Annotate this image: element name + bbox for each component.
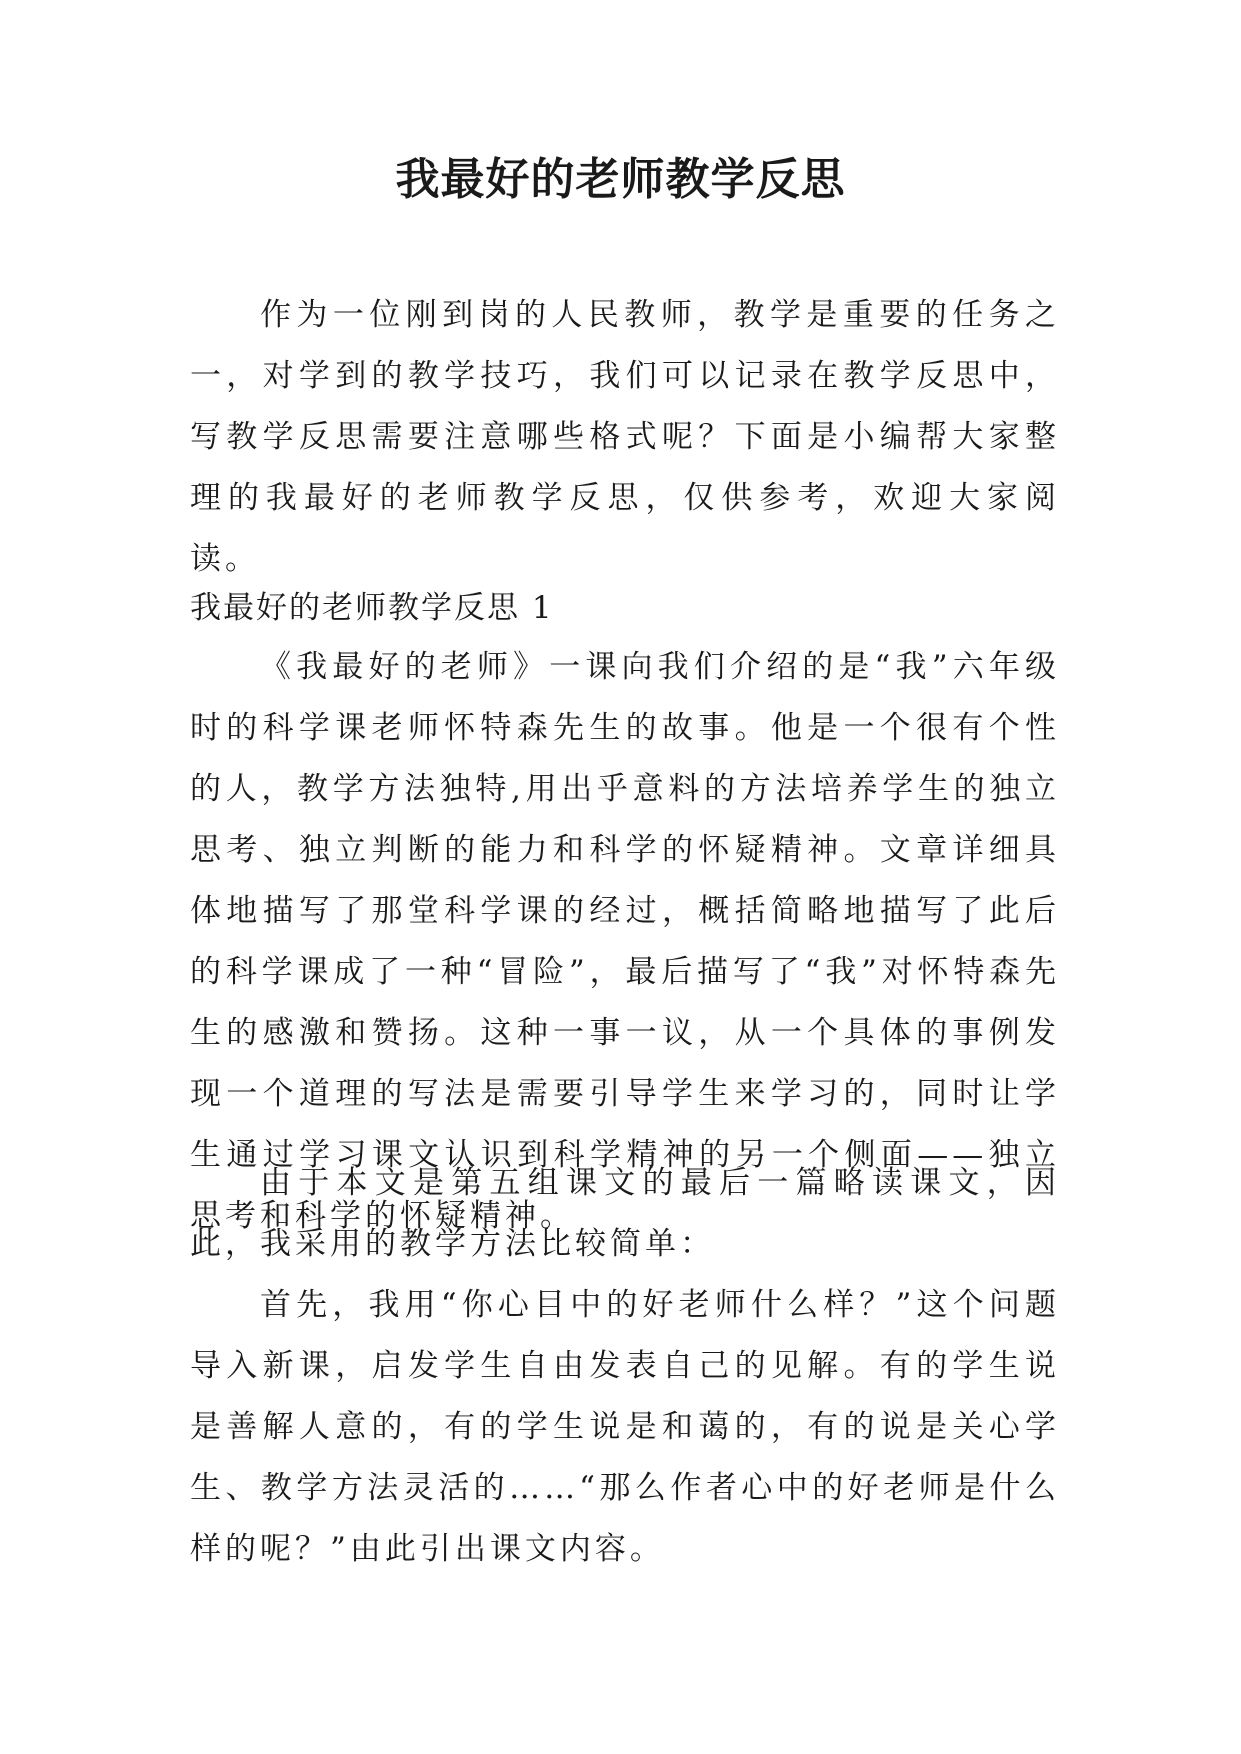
body-paragraph-3: 首先，我用“你心目中的好老师什么样？”这个问题导入新课，启发学生自由发表自己的见解。有的学生说是善解人意的，有的学生说是和蔼的，有的说是关心学生、教学方法灵活的……“那么作者心中的好老师是什么样的呢？”由此引出课文内容。 [190, 1287, 1060, 1567]
document-title: 我最好的老师教学反思 [395, 154, 846, 205]
intro-paragraph: 作为一位刚到岗的人民教师，教学是重要的任务之一，对学到的教学技巧，我们可以记录在教学反思中，写教学反思需要注意哪些格式呢？下面是小编帮大家整理的我最好的老师教学反思，仅供参考，欢迎大家阅读。 [190, 297, 1060, 577]
section-heading: 我最好的老师教学反思 1 [190, 590, 554, 626]
body-paragraph-2: 由于本文是第五组课文的最后一篇略读课文，因此，我采用的教学方法比较简单： [190, 1165, 1060, 1262]
body-paragraph-1: 《我最好的老师》一课向我们介绍的是“我”六年级时的科学课老师怀特森先生的故事。他是一个很有个性的人，教学方法独特,用出乎意料的方法培养学生的独立思考、独立判断的能力和科学的怀疑精神。文章详细具体地描写了那堂科学课的经过，概括简略地描写了此后的科学课成了一种“冒险”，最后描写了“我”对怀特森先生的感激和赞扬。这种一事一议，从一个具体的事例发现一个道理的写法是需要引导学生来学习的，同时让学生通过学习课文认识到科学精神的另一个侧面——独立思考和科学的怀疑精神。 [190, 649, 1060, 1234]
